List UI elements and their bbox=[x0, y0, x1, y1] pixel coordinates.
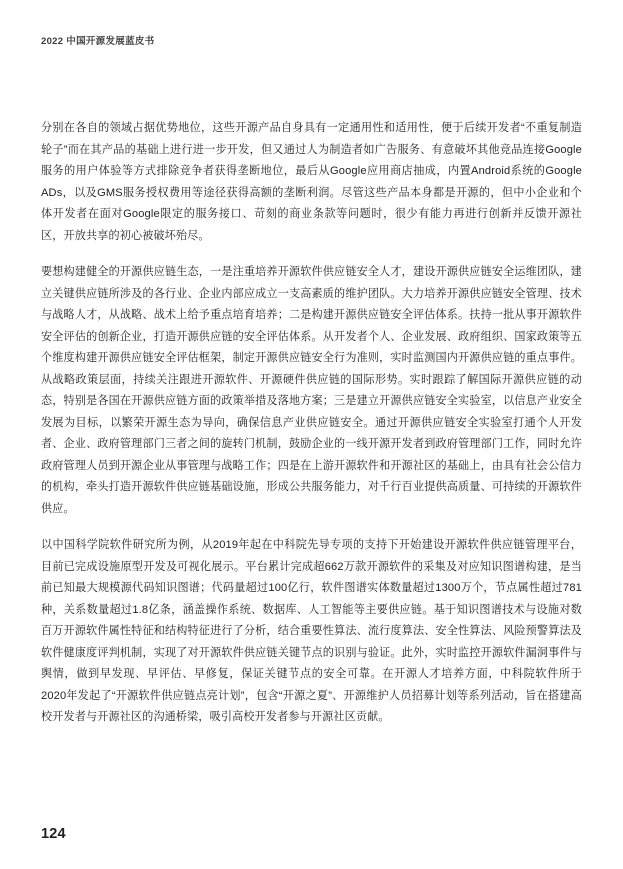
running-head: 2022 中国开源发展蓝皮书 bbox=[41, 36, 155, 47]
paragraph: 分别在各自的领域占据优势地位，这些开源产品自身具有一定通用性和适用性，便于后续开发者“不重复制造轮子”而在其产品的基础上进行进一步开发，但又通过人为制造者如广告服务、有意破坏其他竞品连接Google服务的用户体验等方式排除竞争者获得垄断地位，最后从Google应用商店抽成，内置Android系统的Google ADs，以及GMS服务授权费用等途径获得高额的垄断利润。尽管这些产品本身都是开源的，但中小企业和个体开发者在面对Google限定的服务接口、苛刻的商业条款等问题时，很少有能力再进行创新并反馈开源社区，开放共享的初心被破坏殆尽。 bbox=[41, 122, 582, 242]
paragraph: 以中国科学院软件研究所为例，从2019年起在中科院先导专项的支持下开始建设开源软件供应链管理平台，目前已完成设施原型开发及可视化展示。平台累计完成超662万款开源软件的采集及对应知识图谱构建，是当前已知最大规模源代码知识图谱；代码量超过100亿行，软件图谱实体数量超过1300万个，节点属性超过781种，关系数量超过1.8亿条，涵盖操作系统、数据库、人工智能等主要供应链。基于知识图谱技术与设施对数百万开源软件属性特征和结构特征进行了分析，结合重要性算法、流行度算法、安全性算法、风险预警算法及软件健康度评判机制，实现了对开源软件供应链关键节点的识别与验证。此外，实时监控开源软件漏洞事件与舆情，做到早发现、早评估、早修复，保证关键节点的安全可靠。在开源人才培养方面，中科院软件所于2020年发起了“开源软件供应链点亮计划”，包含“开源之夏”、开源维护人员招募计划等系列活动，旨在搭建高校开发者与开源社区的沟通桥梁，吸引高校开发者参与开源社区贡献。 bbox=[41, 539, 582, 723]
page-number: 124 bbox=[41, 826, 66, 842]
paragraph: 要想构建健全的开源供应链生态，一是注重培养开源软件供应链安全人才，建设开源供应链安全运维团队，建立关键供应链所涉及的各行业、企业内部应成立一支高素质的维护团队。大力培养开源供应链安全管理、技术与战略人才，从战略、战术上给予重点培育培养；二是构建开源供应链安全评估体系。扶持一批从事开源软件安全评估的创新企业，打造开源供应链的安全评估体系。从开发者个人、企业发展、政府组织、国家政策等五个维度构建开源供应链安全评估框架，制定开源供应链安全行为准则，实时监测国内开源供应链的重点事件。从战略政策层面，持续关注跟进开源软件、开源硬件供应链的国际形势。实时跟踪了解国际开源供应链的动态，特别是各国在开源供应链方面的政策举措及落地方案；三是建立开源供应链安全实验室，以信息产业安全发展为目标，以繁荣开源生态为导向，确保信息产业供应链安全。通过开源供应链安全实验室打通个人开发者、企业、政府管理部门三者之间的旋转门机制，鼓励企业的一线开源开发者到政府管理部门工作，同时允许政府管理人员到开源企业从事管理与战略工作；四是在上游开源软件和开源社区的基础上，由具有社会公信力的机构，牵头打造开源软件供应链基础设施，形成公共服务能力，对千行百业提供高质量、可持续的开源软件供应。 bbox=[41, 266, 582, 515]
body-content bbox=[41, 118, 582, 729]
